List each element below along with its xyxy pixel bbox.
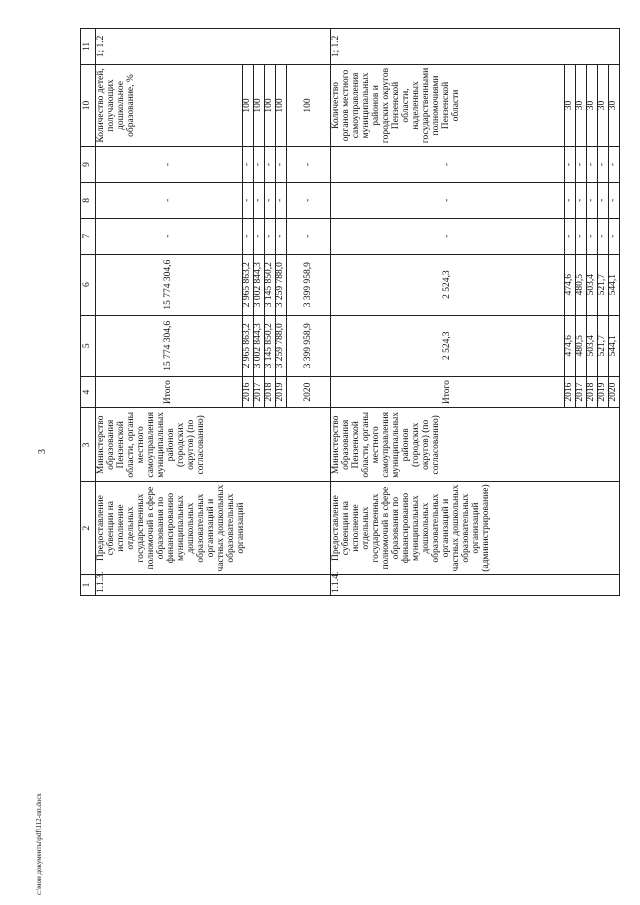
value-cell: - bbox=[565, 218, 576, 254]
value-cell: 480,5 bbox=[576, 315, 587, 376]
value-cell: - bbox=[598, 182, 609, 218]
value-cell: 100 bbox=[253, 64, 264, 146]
dash-cell: - bbox=[331, 147, 565, 183]
dash-cell: - bbox=[331, 182, 565, 218]
value-cell: 100 bbox=[275, 64, 286, 146]
value-cell: - bbox=[598, 218, 609, 254]
value-cell: - bbox=[587, 218, 598, 254]
value-cell: - bbox=[275, 218, 286, 254]
value-cell: - bbox=[253, 218, 264, 254]
value-cell: - bbox=[242, 182, 253, 218]
value-cell: - bbox=[253, 182, 264, 218]
year-cell: 2019 bbox=[598, 376, 609, 408]
total-value: 15 774 304,6 bbox=[96, 254, 243, 315]
ref-cell: 1; 1.2 bbox=[331, 29, 620, 65]
value-cell: 3 399 958,9 bbox=[286, 315, 330, 376]
total-value: 15 774 304,6 bbox=[96, 315, 243, 376]
header-cell: 3 bbox=[81, 408, 96, 482]
year-cell: 2020 bbox=[286, 376, 330, 408]
ref-cell: 1; 1.2 bbox=[96, 29, 331, 65]
value-cell: - bbox=[609, 147, 620, 183]
table-frame bbox=[80, 28, 620, 596]
year-cell: 2016 bbox=[242, 376, 253, 408]
value-cell: 100 bbox=[264, 64, 275, 146]
value-cell: - bbox=[253, 147, 264, 183]
header-cell: 1 bbox=[81, 574, 96, 595]
value-cell: 3 002 844,3 bbox=[253, 254, 264, 315]
year-cell: 2017 bbox=[576, 376, 587, 408]
value-cell: 480,5 bbox=[576, 254, 587, 315]
value-cell: 3 145 850,2 bbox=[264, 315, 275, 376]
value-cell: 30 bbox=[587, 64, 598, 146]
table-row bbox=[331, 29, 565, 596]
value-cell: 100 bbox=[286, 64, 330, 146]
value-cell: 30 bbox=[576, 64, 587, 146]
value-cell: 30 bbox=[598, 64, 609, 146]
value-cell: 521,7 bbox=[598, 315, 609, 376]
indicator: Количество органов местного самоуправления муниципальных районов и городских округов Пензенской области, наделенных государственными полномочиями Пензенской области bbox=[331, 64, 565, 146]
value-cell: - bbox=[576, 147, 587, 183]
value-cell: - bbox=[275, 182, 286, 218]
value-cell: - bbox=[576, 218, 587, 254]
value-cell: 100 bbox=[242, 64, 253, 146]
value-cell: 3 399 958,9 bbox=[286, 254, 330, 315]
value-cell: 3 259 788,0 bbox=[275, 315, 286, 376]
value-cell: - bbox=[242, 218, 253, 254]
program-table bbox=[80, 28, 620, 596]
page-number: 3 bbox=[37, 449, 48, 454]
footer-file-path: c:\мои документы\pdf\112-пп.docx bbox=[34, 793, 43, 895]
rotated-table-container bbox=[80, 28, 620, 596]
row-name: Предоставление субвенции на исполнение отдельных государственных полномочий в сфере образования по финансированию муниципальных дошкольных образовательных организаций и частных дошкольных образовательных организаций bbox=[96, 482, 331, 575]
value-cell: 30 bbox=[609, 64, 620, 146]
year-cell: 2018 bbox=[587, 376, 598, 408]
dash-cell: - bbox=[96, 147, 243, 183]
header-cell: 11 bbox=[81, 29, 96, 65]
value-cell: 30 bbox=[565, 64, 576, 146]
value-cell: - bbox=[587, 182, 598, 218]
total-value: 2 524,3 bbox=[331, 315, 565, 376]
header-cell: 7 bbox=[81, 218, 96, 254]
value-cell: 474,6 bbox=[565, 315, 576, 376]
header-cell: 2 bbox=[81, 482, 96, 575]
value-cell: - bbox=[609, 182, 620, 218]
value-cell: 521,7 bbox=[598, 254, 609, 315]
value-cell: 544,1 bbox=[609, 254, 620, 315]
value-cell: 3 002 844,3 bbox=[253, 315, 264, 376]
value-cell: - bbox=[598, 147, 609, 183]
table-row bbox=[96, 29, 243, 596]
row-name: Предоставление субвенции на исполнение отдельных государственных полномочий в сфере образования по финансированию муниципальных дошкольных образовательных организаций и частных дошкольных образовательных организаций (администрирование) bbox=[331, 482, 620, 575]
total-value: 2 524,3 bbox=[331, 254, 565, 315]
value-cell: 3 259 788,0 bbox=[275, 254, 286, 315]
value-cell: 2 965 863,2 bbox=[242, 254, 253, 315]
header-cell: 8 bbox=[81, 182, 96, 218]
value-cell: - bbox=[264, 182, 275, 218]
value-cell: 3 145 850,2 bbox=[264, 254, 275, 315]
row-executor: Министерство образования Пензенской области, органы местного самоуправления муниципальных районов (городских округов) (по согласованию) bbox=[331, 408, 620, 482]
header-row bbox=[81, 29, 96, 596]
value-cell: 503,4 bbox=[587, 315, 598, 376]
value-cell: 2 965 863,2 bbox=[242, 315, 253, 376]
header-cell: 4 bbox=[81, 376, 96, 408]
dash-cell: - bbox=[331, 218, 565, 254]
row-id: 1.1.4. bbox=[331, 574, 620, 595]
header-cell: 5 bbox=[81, 315, 96, 376]
year-cell: 2018 bbox=[264, 376, 275, 408]
header-cell: 6 bbox=[81, 254, 96, 315]
value-cell: - bbox=[286, 147, 330, 183]
value-cell: - bbox=[264, 218, 275, 254]
header-cell: 9 bbox=[81, 147, 96, 183]
value-cell: - bbox=[264, 147, 275, 183]
value-cell: - bbox=[565, 147, 576, 183]
year-cell: 2017 bbox=[253, 376, 264, 408]
value-cell: - bbox=[565, 182, 576, 218]
value-cell: - bbox=[609, 218, 620, 254]
value-cell: - bbox=[242, 147, 253, 183]
value-cell: - bbox=[587, 147, 598, 183]
row-id: 1.1.3. bbox=[96, 574, 331, 595]
header-cell: 10 bbox=[81, 64, 96, 146]
value-cell: - bbox=[286, 182, 330, 218]
value-cell: - bbox=[275, 147, 286, 183]
value-cell: - bbox=[286, 218, 330, 254]
indicator: Количество детей, получающих дошкольное образование, % bbox=[96, 64, 243, 146]
value-cell: 474,6 bbox=[565, 254, 576, 315]
row-executor: Министерство образования Пензенской области, органы местного самоуправления муниципальных районов (городских округов) (по согласованию) bbox=[96, 408, 331, 482]
value-cell: 544,1 bbox=[609, 315, 620, 376]
year-cell: 2020 bbox=[609, 376, 620, 408]
total-label: Итого bbox=[331, 376, 565, 408]
dash-cell: - bbox=[96, 218, 243, 254]
year-cell: 2016 bbox=[565, 376, 576, 408]
value-cell: 503,4 bbox=[587, 254, 598, 315]
total-label: Итого bbox=[96, 376, 243, 408]
value-cell: - bbox=[576, 182, 587, 218]
dash-cell: - bbox=[96, 182, 243, 218]
year-cell: 2019 bbox=[275, 376, 286, 408]
